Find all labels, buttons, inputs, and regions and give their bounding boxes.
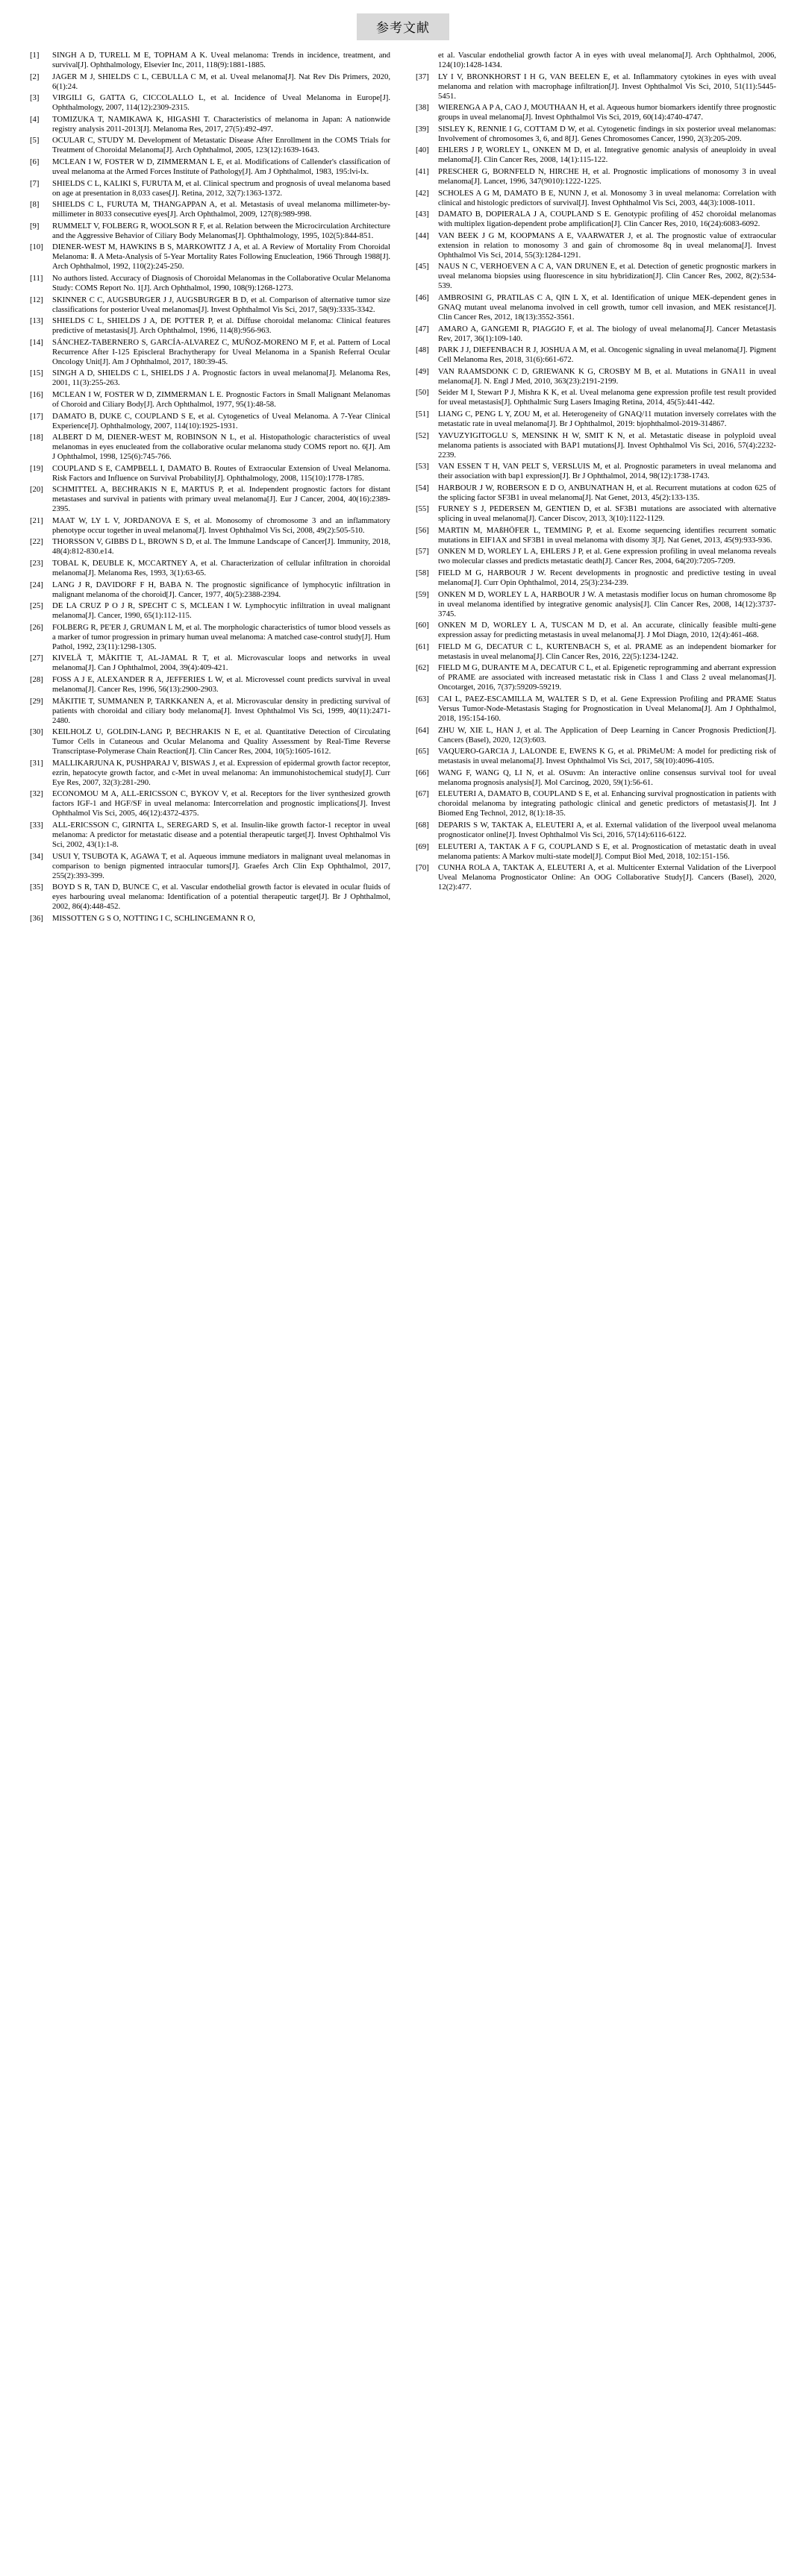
reference-text: BOYD S R, TAN D, BUNCE C, et al. Vascular endothelial growth factor is elevated in ocular fluids of eyes harbouring uveal melanoma: Identification of a potential therapeutic target[J]. Br J Ophthalmol, 2002, 86(4):448-452. bbox=[52, 883, 390, 912]
reference-entry bbox=[416, 821, 776, 840]
reference-text: DE LA CRUZ P O J R, SPECHT C S, MCLEAN I W. Lymphocytic infiltration in uveal malignant melanoma[J]. Cancer, 1990, 65(1):112-115. bbox=[52, 601, 390, 621]
reference-entry bbox=[30, 369, 390, 388]
reference-text: FOLBERG R, PE'ER J, GRUMAN L M, et al. The morphologic characteristics of tumor blood vessels as a marker of tumor progression in primary human uveal melanoma: A matched case-control study[J]. Hum Pathol, 1992, 23(11):1298-1305. bbox=[52, 622, 390, 651]
reference-entry bbox=[416, 103, 776, 122]
reference-entry bbox=[30, 433, 390, 462]
reference-text: TOBAL K, DEUBLE K, MCCARTNEY A, et al. Characterization of cellular infiltration in choroidal melanoma[J]. Melanoma Res, 1993, 3(1):63-65. bbox=[52, 559, 390, 578]
reference-entry bbox=[416, 345, 776, 365]
reference-text: WIERENGA A P A, CAO J, MOUTHAAN H, et al. Aqueous humor biomarkers identify three prognostic groups in uveal melanoma[J]. Invest Ophthalmol Vis Sci, 2019, 60(14):4740-4747. bbox=[438, 103, 776, 122]
reference-entry bbox=[416, 125, 776, 144]
page-title-bar bbox=[30, 13, 776, 40]
reference-entry bbox=[416, 695, 776, 724]
reference-text: MARTIN M, MAßHÖFER L, TEMMING P, et al. Exome sequencing identifies recurrent somatic mutations in EIF1AX and SF3B1 in uveal melanoma with disomy 3[J]. Nat Genet, 2013, 45(9):933-936. bbox=[438, 525, 776, 545]
reference-text: DEPARIS S W, TAKTAK A, ELEUTERI A, et al. External validation of the liverpool uveal melanoma prognosticator online[J]. Invest Ophthalmol Vis Sci, 2016, 57(14):6116-6122. bbox=[438, 821, 776, 839]
reference-number: [21] bbox=[30, 515, 43, 525]
reference-entry bbox=[30, 72, 390, 92]
reference-text: CUNHA ROLA A, TAKTAK A, ELEUTERI A, et al. Multicenter External Validation of the Liverpool Uveal Melanoma Prognosticator Online: An OOG Collaborative Study[J]. Cancers (Basel), 2020, 12(2):477. bbox=[438, 863, 776, 892]
reference-text: LY I V, BRONKHORST I H G, VAN BEELEN E, et al. Inflammatory cytokines in eyes with uveal melanoma and relation with macrophage infiltration[J]. Invest Ophthalmol Vis Sci, 2010, 51(11):5445-5451. bbox=[438, 72, 776, 101]
reference-number: [28] bbox=[30, 675, 43, 685]
reference-text: USUI Y, TSUBOTA K, AGAWA T, et al. Aqueous immune mediators in malignant uveal melanomas in comparison to benign pigmented intraocular tumors[J]. Graefes Arch Clin Exp Ophthalmol, 2017, 255(2):393-399. bbox=[52, 851, 390, 880]
reference-text: ONKEN M D, WORLEY L A, EHLERS J P, et al. Gene expression profiling in uveal melanoma reveals two molecular classes and predicts metastatic death[J]. Cancer Res, 2004, 64(20):7205-7209. bbox=[438, 547, 776, 566]
reference-entry bbox=[30, 222, 390, 241]
reference-number: [50] bbox=[416, 388, 429, 398]
reference-text: ALBERT D M, DIENER-WEST M, ROBINSON N L, et al. Histopathologic characteristics of uveal melanomas in eyes enucleated from the collaborative ocular melanoma study COMS report no. 6[J]. Am J Ophthalmol, 1998, 125(6):745-766. bbox=[52, 433, 390, 462]
reference-text: FOSS A J E, ALEXANDER R A, JEFFERIES L W, et al. Microvessel count predicts survival in uveal melanoma[J]. Cancer Res, 1996, 56(13):2900-2903. bbox=[52, 675, 390, 695]
reference-number: [7] bbox=[30, 178, 40, 188]
reference-text: MALLIKARJUNA K, PUSHPARAJ V, BISWAS J, et al. Expression of epidermal growth factor receptor, ezrin, hepatocyte growth factor, and c-Met in uveal melanoma: An immunohistochemical study[J]. Curr Eye Res, 2007, 32(3):281-290. bbox=[52, 758, 390, 787]
reference-entry bbox=[30, 601, 390, 621]
reference-text: EHLERS J P, WORLEY L, ONKEN M D, et al. Integrative genomic analysis of aneuploidy in uveal melanoma[J]. Clin Cancer Res, 2008, 14(1):115-122. bbox=[438, 145, 776, 165]
reference-text: SISLEY K, RENNIE I G, COTTAM D W, et al. Cytogenetic findings in six posterior uveal melanomas: Involvement of chromosomes 3, 6, and 8[J]. Genes Chromosomes Cancer, 1990, 2(3):205-209. bbox=[438, 124, 776, 143]
reference-column-left bbox=[30, 51, 390, 925]
reference-text: MÄKITIE T, SUMMANEN P, TARKKANEN A, et al. Microvascular density in predicting survival of patients with choroidal and ciliary body melanoma[J]. Invest Ophthalmol Vis Sci, 1999, 40(11):2471-2480. bbox=[52, 696, 390, 725]
reference-entry bbox=[416, 410, 776, 429]
reference-number: [6] bbox=[30, 157, 40, 166]
reference-number: [69] bbox=[416, 842, 429, 851]
reference-entry bbox=[30, 759, 390, 788]
reference-number: [26] bbox=[30, 622, 43, 632]
reference-number: [20] bbox=[30, 485, 43, 495]
reference-text: KIVELÄ T, MÄKITIE T, AL-JAMAL R T, et al. Microvascular loops and networks in uveal melanoma[J]. Can J Ophthalmol, 2004, 39(4):409-421. bbox=[52, 654, 390, 673]
reference-text: HARBOUR J W, ROBERSON E D O, ANBUNATHAN H, et al. Recurrent mutations at codon 625 of the splicing factor SF3B1 in uveal melanoma[J]. Nat Genet, 2013, 45(2):133-135. bbox=[438, 483, 776, 502]
reference-number: [58] bbox=[416, 568, 429, 578]
reference-number: [3] bbox=[30, 93, 40, 103]
reference-entry bbox=[30, 157, 390, 177]
reference-entry bbox=[416, 568, 776, 588]
reference-number: [49] bbox=[416, 366, 429, 376]
reference-text: FIELD M G, DECATUR C L, KURTENBACH S, et al. PRAME as an independent biomarker for metastasis in uveal melanoma[J]. Clin Cancer Res, 2016, 22(5):1234-1242. bbox=[438, 642, 776, 661]
reference-number: [57] bbox=[416, 547, 429, 557]
reference-entry bbox=[30, 51, 390, 70]
reference-number: [30] bbox=[30, 727, 43, 737]
reference-number: [40] bbox=[416, 145, 429, 155]
reference-entry bbox=[416, 547, 776, 566]
reference-entry bbox=[416, 726, 776, 745]
reference-number: [27] bbox=[30, 654, 43, 663]
reference-text: VIRGILI G, GATTA G, CICCOLALLO L, et al. Incidence of Uveal Melanoma in Europe[J]. Ophthalmology, 2007, 114(12):2309-2315. bbox=[52, 93, 390, 113]
reference-entry bbox=[416, 842, 776, 862]
reference-entry bbox=[416, 526, 776, 545]
reference-entry bbox=[30, 623, 390, 652]
reference-number: [48] bbox=[416, 345, 429, 355]
reference-text: ELEUTERI A, DAMATO B, COUPLAND S E, et al. Enhancing survival prognostication in patients with choroidal melanoma by integrating pathologic clinical and genetic predictors of metastasis[J]. Int J Biomed Eng Technol, 2012, 8(1):18-35. bbox=[438, 789, 776, 818]
reference-entry bbox=[416, 462, 776, 481]
reference-text: SCHOLES A G M, DAMATO B E, NUNN J, et al. Monosomy 3 in uveal melanoma: Correlation with clinical and histologic predictors of survival[J]. Invest Ophthalmol Vis Sci, 2003, 44(3):1008-1011. bbox=[438, 188, 776, 207]
reference-number: [15] bbox=[30, 369, 43, 378]
reference-text: CAI L, PAEZ-ESCAMILLA M, WALTER S D, et al. Gene Expression Profiling and PRAME Status Versus Tumor-Node-Metastasis Staging for Prognostication in Uveal Melanoma[J]. Am J Ophthalmol, 2018, 195:154-160. bbox=[438, 695, 776, 724]
reference-entry bbox=[416, 262, 776, 291]
reference-text: NAUS N C, VERHOEVEN A C A, VAN DRUNEN E, et al. Detection of genetic prognostic markers in uveal melanoma biopsies using fluorescence in situ hybridization[J]. Clin Cancer Res, 2002, 8(2):534-539. bbox=[438, 262, 776, 291]
reference-text: PRESCHER G, BORNFELD N, HIRCHE H, et al. Prognostic implications of monosomy 3 in uveal melanoma[J]. Lancet, 1996, 347(9010):1222-1225. bbox=[438, 166, 776, 186]
reference-text: VAQUERO-GARCIA J, LALONDE E, EWENS K G, et al. PRiMeUM: A model for predicting risk of metastasis in uveal melanoma[J]. Invest Ophthalmol Vis Sci, 2017, 58(10):4096-4105. bbox=[438, 747, 776, 766]
reference-text: DAMATO B, DUKE C, COUPLAND S E, et al. Cytogenetics of Uveal Melanoma. A 7-Year Clinical Experience[J]. Ophthalmology, 2007, 114(10):1925-1931. bbox=[52, 411, 390, 430]
reference-entry bbox=[416, 789, 776, 818]
reference-number: [1] bbox=[30, 51, 40, 60]
reference-number: [18] bbox=[30, 433, 43, 442]
reference-number: [35] bbox=[30, 883, 43, 892]
reference-text: MISSOTTEN G S O, NOTTING I C, SCHLINGEMANN R O, bbox=[52, 913, 255, 923]
reference-number: [61] bbox=[416, 642, 429, 651]
reference-text: WANG F, WANG Q, LI N, et al. OSuvm: An interactive online consensus survival tool for uveal melanoma prognosis analysis[J]. Mol Carcinog, 2020, 59(1):56-61. bbox=[438, 768, 776, 787]
reference-entry bbox=[30, 821, 390, 850]
reference-number: [43] bbox=[416, 210, 429, 219]
reference-entry bbox=[416, 483, 776, 503]
reference-number: [17] bbox=[30, 411, 43, 421]
reference-number: [59] bbox=[416, 589, 429, 599]
reference-number: [54] bbox=[416, 483, 429, 492]
reference-entry bbox=[30, 789, 390, 818]
reference-number: [9] bbox=[30, 221, 40, 231]
reference-entry bbox=[416, 189, 776, 208]
reference-entry bbox=[30, 412, 390, 431]
reference-number: [68] bbox=[416, 821, 429, 830]
reference-number: [67] bbox=[416, 789, 429, 799]
reference-entry bbox=[416, 768, 776, 788]
reference-number: [60] bbox=[416, 621, 429, 630]
reference-entry bbox=[416, 210, 776, 229]
reference-entry bbox=[30, 464, 390, 483]
reference-entry bbox=[30, 242, 390, 272]
reference-number: [64] bbox=[416, 725, 429, 735]
reference-number: [62] bbox=[416, 663, 429, 673]
reference-text: SÁNCHEZ-TABERNERO S, GARCÍA-ALVAREZ C, MUÑOZ-MORENO M F, et al. Pattern of Local Recurrence After I-125 Episcleral Brachytherapy for Uveal Melanoma in a Spanish Referral Ocular Oncology Unit[J]. Am J Ophthalmol, 2017, 180:39-45. bbox=[52, 337, 390, 366]
reference-text: Seider M I, Stewart P J, Mishra K K, et al. Uveal melanoma gene expression profile test result provided for uveal metastasis[J]. Ophthalmic Surg Lasers Imaging Retina, 2014, 45(5):441-442. bbox=[438, 388, 776, 407]
reference-entry bbox=[416, 388, 776, 407]
reference-text: ELEUTERI A, TAKTAK A F G, COUPLAND S E, et al. Prognostication of metastatic death in uveal melanoma patients: A Markov multi-state model[J]. Comput Biol Med, 2018, 102:151-156. bbox=[438, 842, 776, 861]
reference-entry bbox=[30, 485, 390, 514]
reference-number: [4] bbox=[30, 114, 40, 124]
reference-text: JAGER M J, SHIELDS C L, CEBULLA C M, et al. Uveal melanoma[J]. Nat Rev Dis Primers, 2020, 6(1):24. bbox=[52, 72, 390, 91]
reference-entry bbox=[416, 231, 776, 260]
reference-entry bbox=[416, 663, 776, 692]
reference-entry bbox=[30, 338, 390, 367]
reference-text: et al. Vascular endothelial growth factor A in eyes with uveal melanoma[J]. Arch Ophthalmol, 2006, 124(10):1428-1434. bbox=[438, 51, 776, 69]
reference-number: [16] bbox=[30, 389, 43, 399]
reference-number: [55] bbox=[416, 504, 429, 514]
reference-number: [22] bbox=[30, 537, 43, 547]
reference-number: [32] bbox=[30, 789, 43, 799]
reference-entry bbox=[30, 136, 390, 155]
reference-entry bbox=[416, 747, 776, 766]
reference-text: YAVUZYIGITOGLU S, MENSINK H W, SMIT K N, et al. Metastatic disease in polyploid uveal melanoma patients is associated with BAP1 mutations[J]. Invest Ophthalmol Vis Sci, 2016, 57(4):2232-2239. bbox=[438, 430, 776, 460]
reference-number: [31] bbox=[30, 758, 43, 768]
reference-entry bbox=[30, 675, 390, 695]
reference-number: [25] bbox=[30, 601, 43, 611]
reference-entry bbox=[416, 642, 776, 662]
reference-entry bbox=[30, 883, 390, 912]
reference-entry bbox=[30, 316, 390, 336]
reference-number: [29] bbox=[30, 696, 43, 706]
reference-number: [63] bbox=[416, 695, 429, 704]
reference-number: [65] bbox=[416, 747, 429, 756]
reference-text: No authors listed. Accuracy of Diagnosis of Choroidal Melanomas in the Collaborative Ocular Melanoma Study: COMS Report No. 1[J]. Arch Ophthalmol, 1990, 108(9):1268-1273. bbox=[52, 273, 390, 292]
reference-entry bbox=[30, 727, 390, 756]
reference-entry bbox=[416, 504, 776, 524]
reference-entry bbox=[30, 295, 390, 315]
reference-entry bbox=[30, 390, 390, 410]
reference-text: AMARO A, GANGEMI R, PIAGGIO F, et al. The biology of uveal melanoma[J]. Cancer Metastasis Rev, 2017, 36(1):109-140. bbox=[438, 324, 776, 343]
page-title: 参考文献 bbox=[357, 13, 449, 40]
reference-number: [12] bbox=[30, 295, 43, 304]
reference-text: SHIELDS C L, FURUTA M, THANGAPPAN A, et al. Metastasis of uveal melanoma millimeter-by-millimeter in 8033 consecutive eyes[J]. Arch Ophthalmol, 2009, 127(8):989-998. bbox=[52, 200, 390, 219]
reference-text: VAN RAAMSDONK C D, GRIEWANK K G, CROSBY M B, et al. Mutations in GNA11 in uveal melanoma[J]. N. Engl J Med, 2010, 363(23):2191-2199. bbox=[438, 366, 776, 386]
reference-entry bbox=[30, 580, 390, 600]
reference-number: [45] bbox=[416, 262, 429, 272]
reference-entry bbox=[30, 200, 390, 219]
reference-number: [23] bbox=[30, 559, 43, 568]
reference-entry bbox=[30, 852, 390, 881]
reference-number: [38] bbox=[416, 103, 429, 113]
reference-entry bbox=[416, 590, 776, 619]
reference-number: [11] bbox=[30, 273, 43, 283]
reference-text: COUPLAND S E, CAMPBELL I, DAMATO B. Routes of Extraocular Extension of Uveal Melanoma. Risk Factors and Influence on Survival Probability[J]. Ophthalmology, 2008, 115(10):1778-1785. bbox=[52, 463, 390, 483]
two-column-layout bbox=[30, 51, 776, 925]
reference-text: DIENER-WEST M, HAWKINS B S, MARKOWITZ J A, et al. A Review of Mortality From Choroidal Melanoma: Ⅱ. A Meta-Analysis of 5-Year Mortality Rates Following Enucleation, 1966 Through 1988[J]. Arch Ophthalmol, 1992, 110(2):245-250. bbox=[52, 242, 390, 272]
reference-text: THORSSON V, GIBBS D L, BROWN S D, et al. The Immune Landscape of Cancer[J]. Immunity, 2018, 48(4):812-830.e14. bbox=[52, 537, 390, 557]
reference-entry bbox=[416, 367, 776, 386]
reference-number: [46] bbox=[416, 292, 429, 302]
reference-text: FURNEY S J, PEDERSEN M, GENTIEN D, et al. SF3B1 mutations are associated with alternative splicing in uveal melanoma[J]. Cancer Discov, 2013, 3(10):1122-1129. bbox=[438, 504, 776, 524]
reference-number: [13] bbox=[30, 316, 43, 326]
reference-entry bbox=[30, 654, 390, 673]
reference-entry bbox=[416, 863, 776, 892]
reference-number: [5] bbox=[30, 136, 40, 145]
reference-text: TOMIZUKA T, NAMIKAWA K, HIGASHI T. Characteristics of melanoma in Japan: A nationwide registry analysis 2011-2013[J]. Melanoma Res, 2017, 27(5):492-497. bbox=[52, 114, 390, 134]
reference-text: KEILHOLZ U, GOLDIN-LANG P, BECHRAKIS N E, et al. Quantitative Detection of Circulating Tumor Cells in Cutaneous and Ocular Melanoma and Quality Assessment by Real-Time Reverse Transcriptase-Polymerase Chain Reaction[J]. Clin Cancer Res, 2004, 10(5):1605-1612. bbox=[52, 727, 390, 756]
reference-number: [56] bbox=[416, 525, 429, 535]
reference-number: [24] bbox=[30, 580, 43, 589]
reference-text: ONKEN M D, WORLEY L A, TUSCAN M D, et al. An accurate, clinically feasible multi-gene expression assay for predicting metastasis in uveal melanoma[J]. J Mol Diagn, 2010, 12(4):461-468. bbox=[438, 621, 776, 640]
reference-number: [51] bbox=[416, 409, 429, 419]
reference-entry bbox=[30, 93, 390, 113]
reference-number: [53] bbox=[416, 462, 429, 471]
reference-text: MCLEAN I W, FOSTER W D, ZIMMERMAN L E. Prognostic Factors in Small Malignant Melanomas of Choroid and Ciliary Body[J]. Arch Ophthalmol, 1977, 95(1):48-58. bbox=[52, 389, 390, 409]
reference-text: FIELD M G, DURANTE M A, DECATUR C L, et al. Epigenetic reprogramming and aberrant expression of PRAME are associated with increased metastatic risk in Class 1 and Class 2 uveal melanomas[J]. Oncotarget, 2016, 7(37):59209-59219. bbox=[438, 663, 776, 692]
reference-text: SINGH A D, TURELL M E, TOPHAM A K. Uveal melanoma: Trends in incidence, treatment, and survival[J]. Ophthalmology, Elsevier Inc, 2011, 118(9):1881-1885. bbox=[52, 51, 390, 69]
reference-number: [39] bbox=[416, 124, 429, 134]
reference-entry bbox=[416, 167, 776, 187]
reference-number: [42] bbox=[416, 188, 429, 198]
reference-entry bbox=[416, 72, 776, 101]
reference-entry bbox=[416, 621, 776, 640]
reference-text: PARK J J, DIEFENBACH R J, JOSHUA A M, et al. Oncogenic signaling in uveal melanoma[J]. Pigment Cell Melanoma Res, 2018, 31(6):661-672. bbox=[438, 345, 776, 365]
reference-column-right bbox=[416, 51, 776, 894]
reference-entry bbox=[416, 431, 776, 460]
reference-entry bbox=[30, 914, 390, 924]
reference-text: ECONOMOU M A, ALL-ERICSSON C, BYKOV V, et al. Receptors for the liver synthesized growth factors IGF-1 and HGF/SF in uveal melanoma: Intercorrelation and prognostic implications[J]. Invest Ophthalmol Vis Sci, 2005, 46(12):4372-4375. bbox=[52, 789, 390, 818]
reference-number: [70] bbox=[416, 863, 429, 873]
reference-entry bbox=[30, 274, 390, 293]
reference-entry bbox=[30, 537, 390, 557]
reference-entry bbox=[30, 516, 390, 536]
reference-number: [33] bbox=[30, 821, 43, 830]
reference-number: [34] bbox=[30, 851, 43, 861]
reference-entry bbox=[30, 115, 390, 134]
reference-text: DAMATO B, DOPIERALA J A, COUPLAND S E. Genotypic profiling of 452 choroidal melanomas with multiplex ligation-dependent probe amplification[J]. Clin Cancer Res, 2010, 16(24):6083-6092. bbox=[438, 210, 776, 229]
reference-text: SKINNER C C, AUGSBURGER J J, AUGSBURGER B D, et al. Comparison of alternative tumor size classifications for posterior Uveal melanomas[J]. Invest Ophthalmol Vis Sci, 2017, 58(9):3335-3342. bbox=[52, 295, 390, 314]
reference-number: [52] bbox=[416, 430, 429, 440]
reference-entry-continuation bbox=[416, 51, 776, 70]
reference-text: VAN ESSEN T H, VAN PELT S, VERSLUIS M, et al. Prognostic parameters in uveal melanoma and their association with bap1 expression[J]. Br J Ophthalmol, 2014, 98(12):1738-1743. bbox=[438, 462, 776, 481]
reference-text: RUMMELT V, FOLBERG R, WOOLSON R F, et al. Relation between the Microcirculation Architecture and the Aggressive Behavior of Ciliary Body Melanomas[J]. Ophthalmology, 1995, 102(5):844-851. bbox=[52, 221, 390, 240]
reference-text: OCULAR C, STUDY M. Development of Metastatic Disease After Enrollment in the COMS Trials for Treatment of Choroidal Melanoma[J]. Arch Ophthalmol, 2005, 123(12):1639-1643. bbox=[52, 136, 390, 155]
reference-text: LIANG C, PENG L Y, ZOU M, et al. Heterogeneity of GNAQ/11 mutation inversely correlates with the metastatic rate in uveal melanoma[J]. Br J Ophthalmol, 2019: bjophthalmol-2019-314867. bbox=[438, 409, 776, 428]
reference-entry bbox=[30, 559, 390, 578]
reference-text: ONKEN M D, WORLEY L A, HARBOUR J W. A metastasis modifier locus on human chromosome 8p in uveal melanoma identified by integrative genomic analysis[J]. Clin Cancer Res, 2008, 14(12):3737-3745. bbox=[438, 589, 776, 618]
reference-text: MAAT W, LY L V, JORDANOVA E S, et al. Monosomy of chromosome 3 and an inflammatory phenotype occur together in uveal melanoma[J]. Invest Ophthalmol Vis Sci, 2008, 49(2):505-510. bbox=[52, 515, 390, 535]
reference-entry bbox=[416, 293, 776, 322]
reference-text: FIELD M G, HARBOUR J W. Recent developments in prognostic and predictive testing in uveal melanoma[J]. Curr Opin Ophthalmol, 2014, 25(3):234-239. bbox=[438, 568, 776, 588]
reference-text: SHIELDS C L, SHIELDS J A, DE POTTER P, et al. Diffuse choroidal melanoma: Clinical features predictive of metastasis[J]. Arch Ophthalmol, 1996, 114(8):956-963. bbox=[52, 316, 390, 336]
reference-number: [14] bbox=[30, 337, 43, 347]
reference-text: VAN BEEK J G M, KOOPMANS A E, VAARWATER J, et al. The prognostic value of extraocular extension in relation to monosomy 3 and gain of chromosome 8q in uveal melanoma[J]. Invest Ophthalmol Vis Sci, 2014, 55(3):1284-1291. bbox=[438, 231, 776, 260]
reference-text: SHIELDS C L, KALIKI S, FURUTA M, et al. Clinical spectrum and prognosis of uveal melanoma based on age at presentation in 8,033 cases[J]. Retina, 2012, 32(7):1363-1372. bbox=[52, 178, 390, 198]
reference-text: SINGH A D, SHIELDS C L, SHIELDS J A. Prognostic factors in uveal melanoma[J]. Melanoma Res, 2001, 11(3):255-263. bbox=[52, 369, 390, 388]
reference-number: [66] bbox=[416, 768, 429, 777]
reference-entry bbox=[416, 145, 776, 165]
reference-number: [2] bbox=[30, 72, 40, 81]
reference-text: ALL-ERICSSON C, GIRNITA L, SEREGARD S, et al. Insulin-like growth factor-1 receptor in uveal melanoma: A predictor for metastatic disease and a potential therapeutic target[J]. Invest Ophthalmol Vis Sci, 2002, 43(1):1-8. bbox=[52, 821, 390, 849]
reference-text: SCHMITTEL A, BECHRAKIS N E, MARTUS P, et al. Independent prognostic factors for distant metastases and survival in patients with primary uveal melanoma[J]. Eur J Cancer, 2004, 40(16):2389-2395. bbox=[52, 485, 390, 514]
reference-text: MCLEAN I W, FOSTER W D, ZIMMERMAN L E, et al. Modifications of Callender's classification of uveal melanoma at the Armed Forces Institute of Pathology[J]. Am J Ophthalmol, 1983, 195:lvi-lx. bbox=[52, 157, 390, 176]
reference-number: [41] bbox=[416, 166, 429, 176]
reference-entry bbox=[416, 325, 776, 344]
reference-text: ZHU W, XIE L, HAN J, et al. The Application of Deep Learning in Cancer Prognosis Prediction[J]. Cancers (Basel), 2020, 12(3):603. bbox=[438, 725, 776, 745]
reference-entry bbox=[30, 179, 390, 198]
reference-text: AMBROSINI G, PRATILAS C A, QIN L X, et al. Identification of unique MEK-dependent genes in GNAQ mutant uveal melanoma involved in cell growth, tumor cell invasion, and MEK resistance[J]. Clin Cancer Res, 2012, 18(13):3552-3561. bbox=[438, 292, 776, 322]
reference-text: LANG J R, DAVIDORF F H, BABA N. The prognostic significance of lymphocytic infiltration in malignant melanoma of the choroid[J]. Cancer, 1977, 40(5):2388-2394. bbox=[52, 580, 390, 599]
reference-number: [10] bbox=[30, 242, 43, 252]
reference-number: [8] bbox=[30, 200, 40, 210]
reference-number: [44] bbox=[416, 231, 429, 240]
reference-entry bbox=[30, 697, 390, 726]
reference-number: [37] bbox=[416, 72, 429, 81]
reference-number: [36] bbox=[30, 913, 43, 923]
reference-number: [47] bbox=[416, 324, 429, 333]
reference-number: [19] bbox=[30, 463, 43, 473]
